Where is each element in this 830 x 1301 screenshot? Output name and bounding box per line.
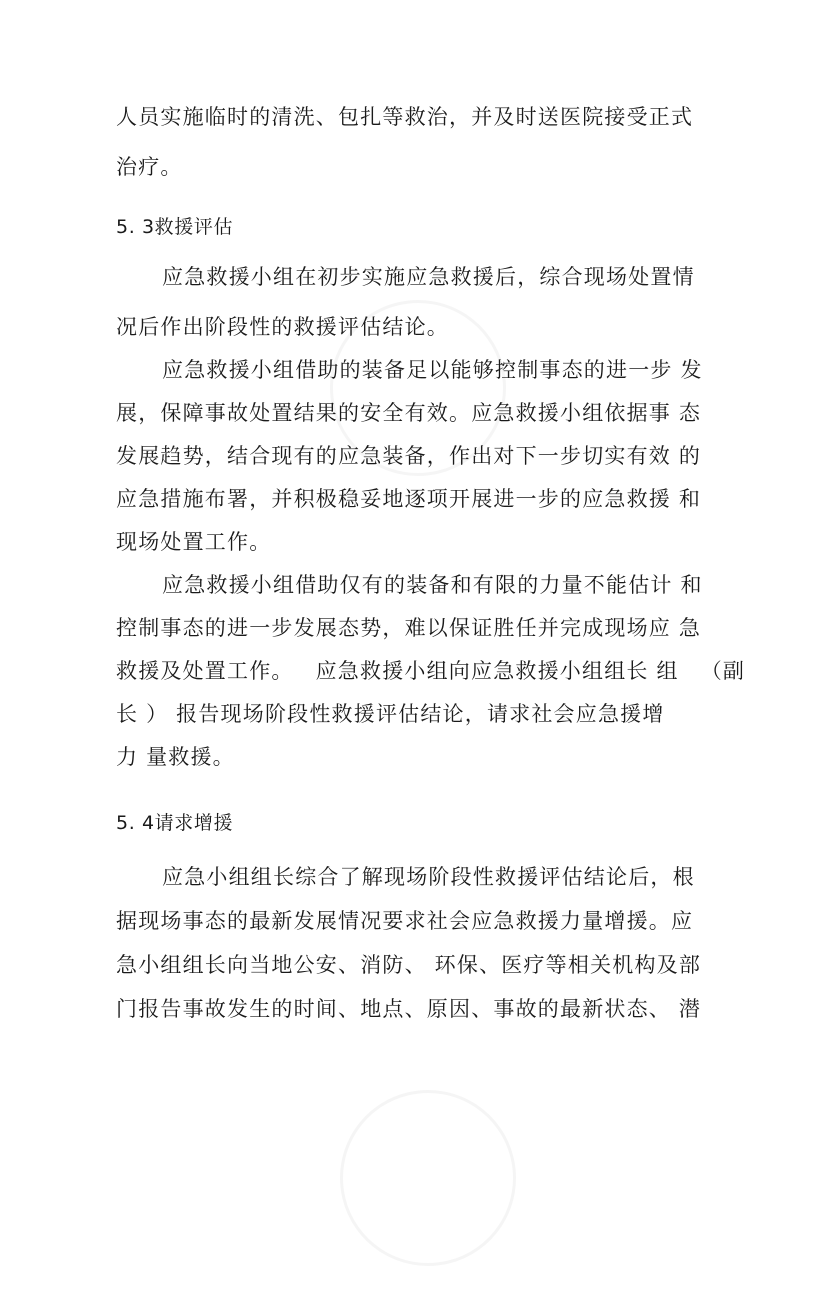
body-text-line: 应急救援小组在初步实施应急救援后，综合现场处置情 (162, 265, 695, 289)
body-text-line: 治疗。 (116, 155, 183, 179)
body-text-line: 展，保障事故处置结果的安全有效。应急救援小组依据事 态 (116, 401, 702, 425)
body-text-line: 据现场事态的最新发展情况要求社会应急救援力量增援。应 (116, 909, 694, 933)
body-text-line: 力 量救援。 (116, 745, 235, 769)
watermark-seal (305, 1055, 550, 1300)
body-text-line: 发展趋势，结合现有的应急装备，作出对下一步切实有效 的 (116, 444, 702, 468)
watermark-seal (295, 265, 540, 510)
body-text-line: 急小组组长向当地公安、消防、 环保、医疗等相关机构及部 (116, 953, 702, 977)
body-text-line: 现场处置工作。 (116, 530, 272, 554)
body-text-line: 应急小组组长综合了解现场阶段性救援评估结论后，根 (162, 865, 695, 889)
text-segment: （副 (700, 659, 746, 683)
section-heading: 5. 4请求增援 (116, 812, 234, 834)
body-text-line: 控制事态的进一步发展态势，难以保证胜任并完成现场应 急 (116, 616, 702, 640)
text-segment: 应急救援小组向应急救援小组组长 组 (315, 659, 679, 683)
body-text-line: 况后作出阶段性的救援评估结论。 (116, 315, 449, 339)
body-text-line: 门报告事故发生的时间、地点、原因、事故的最新状态、 潜 (116, 997, 702, 1021)
body-text-line: 应急救援小组借助仅有的装备和有限的力量不能估计 和 (162, 573, 703, 597)
body-text-line (116, 656, 745, 686)
body-text-line: 应急措施布署，并积极稳妥地逐项开展进一步的应急救援 和 (116, 487, 702, 511)
body-text-line: 应急救援小组借助的装备足以能够控制事态的进一步 发 (162, 358, 703, 382)
text-segment: 救援及处置工作。 (116, 659, 294, 683)
section-heading: 5. 3救援评估 (116, 216, 234, 238)
body-text-line: 人员实施临时的清洗、包扎等救治，并及时送医院接受正式 (116, 105, 694, 129)
body-text-line: 长 ） 报告现场阶段性救援评估结论，请求社会应急援增 (116, 702, 665, 726)
